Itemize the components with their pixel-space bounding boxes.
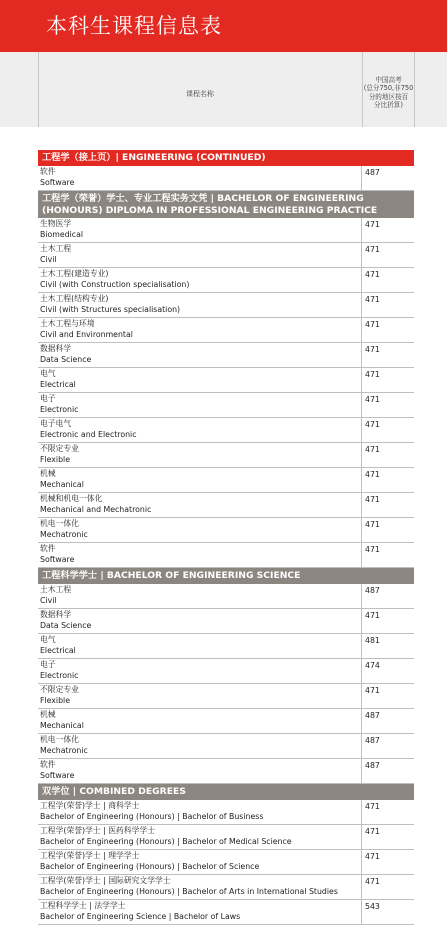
course-name-cell: [38, 543, 362, 567]
course-name-cell: [38, 800, 362, 824]
score-cell: 471: [365, 520, 380, 529]
course-name-en: Biomedical: [40, 229, 84, 239]
table-row: [38, 218, 414, 243]
course-name-en: Mechatronic: [40, 529, 88, 539]
score-column-header: 中国高考 (总分750,非750 分的地区按百 分比折算): [363, 76, 414, 110]
course-name-cn: 电子: [40, 394, 56, 403]
course-name-cn: 工程学(荣誉)学士 | 理学学士: [40, 851, 140, 860]
course-name-cn: 工程学(荣誉)学士 | 医药科学学士: [40, 826, 156, 835]
course-name-en: Flexible: [40, 454, 71, 464]
table-row: [38, 734, 414, 759]
course-name-cn: 软件: [40, 167, 56, 176]
course-name-cn: 生物医学: [40, 219, 72, 228]
course-name-cell: [38, 343, 362, 367]
score-cell: 474: [365, 661, 380, 670]
course-name-cell: [38, 850, 362, 874]
course-name-en: Electrical: [40, 645, 76, 655]
course-name-cell: [38, 759, 362, 783]
score-cell: 471: [365, 611, 380, 620]
course-name-cell: [38, 609, 362, 633]
course-name-cell: [38, 243, 362, 267]
table-row: [38, 393, 414, 418]
score-cell: 471: [365, 802, 380, 811]
course-name-cell: [38, 468, 362, 492]
course-name-en: Bachelor of Engineering (Honours) | Bachelor of Business: [40, 811, 264, 821]
score-cell: 487: [365, 761, 380, 770]
table-row: [38, 543, 414, 568]
table-row: [38, 684, 414, 709]
course-name-cn: 土木工程: [40, 585, 72, 594]
course-name-cn: 电气: [40, 635, 56, 644]
course-name-en: Electronic and Electronic: [40, 429, 137, 439]
table-row: [38, 875, 414, 900]
score-cell: 471: [365, 686, 380, 695]
course-name-cn: 土木工程与环境: [40, 319, 95, 328]
course-name-cell: [38, 166, 362, 190]
course-name-cell: [38, 634, 362, 658]
table-row: [38, 825, 414, 850]
course-name-en: Bachelor of Engineering (Honours) | Bachelor of Science: [40, 861, 260, 871]
score-cell: 471: [365, 370, 380, 379]
course-name-cn: 电气: [40, 369, 56, 378]
course-name-en: Data Science: [40, 620, 92, 630]
course-name-cn: 工程科学学士 | 法学学士: [40, 901, 126, 910]
course-name-cn: 工程学(荣誉)学士 | 商科学士: [40, 801, 140, 810]
table-row: [38, 318, 414, 343]
table-row: [38, 293, 414, 318]
score-cell: 471: [365, 470, 380, 479]
table-row: [38, 343, 414, 368]
course-name-cell: [38, 443, 362, 467]
section-header: 工程学（荣誉）学士、专业工程实务文凭 | BACHELOR OF ENGINEERING (HONOURS) DIPLOMA IN PROFESSIONAL ENGINEERING PRACTICE: [38, 191, 414, 218]
course-name-en: Bachelor of Engineering (Honours) | Bachelor of Arts in International Studies: [40, 886, 338, 896]
course-name-cn: 软件: [40, 544, 56, 553]
table-row: [38, 850, 414, 875]
header-divider: [414, 52, 415, 127]
table-row: [38, 468, 414, 493]
course-name-en: Civil: [40, 254, 57, 264]
table-row: [38, 166, 414, 191]
course-name-en: Software: [40, 177, 75, 187]
course-name-cn: 机电一体化: [40, 519, 79, 528]
course-name-en: Electronic: [40, 404, 79, 414]
course-name-en: Electrical: [40, 379, 76, 389]
course-name-cn: 土木工程(建造专业): [40, 269, 109, 278]
score-cell: 471: [365, 345, 380, 354]
table-row: [38, 900, 414, 925]
table-row: [38, 659, 414, 684]
table-header: [0, 52, 447, 127]
table-row: [38, 759, 414, 784]
section-header: 双学位 | COMBINED DEGREES: [38, 784, 414, 800]
score-cell: 471: [365, 395, 380, 404]
course-name-cell: [38, 709, 362, 733]
course-name-en: Software: [40, 770, 75, 780]
course-name-cell: [38, 268, 362, 292]
course-name-cell: [38, 318, 362, 342]
course-name-cn: 不限定专业: [40, 685, 79, 694]
course-name-en: Mechanical and Mechatronic: [40, 504, 152, 514]
table-row: [38, 634, 414, 659]
table-row: [38, 243, 414, 268]
score-cell: 471: [365, 852, 380, 861]
course-name-en: Civil and Environmental: [40, 329, 133, 339]
score-cell: 471: [365, 245, 380, 254]
course-name-en: Mechatronic: [40, 745, 88, 755]
course-name-en: Mechanical: [40, 479, 84, 489]
course-name-cn: 电子: [40, 660, 56, 669]
course-column-header: 课程名称: [186, 90, 214, 98]
table-row: [38, 609, 414, 634]
course-name-cn: 数据科学: [40, 344, 72, 353]
table-row: [38, 493, 414, 518]
table-row: [38, 518, 414, 543]
table-row: [38, 709, 414, 734]
score-cell: 481: [365, 636, 380, 645]
score-cell: 471: [365, 270, 380, 279]
score-cell: 471: [365, 295, 380, 304]
course-name-cell: [38, 659, 362, 683]
course-name-en: Civil: [40, 595, 57, 605]
score-cell: 471: [365, 877, 380, 886]
course-name-cn: 机械和机电一体化: [40, 494, 103, 503]
course-name-cn: 土木工程: [40, 244, 72, 253]
score-cell: 471: [365, 320, 380, 329]
course-name-cn: 机械: [40, 469, 56, 478]
course-name-cell: [38, 368, 362, 392]
title-banner: [0, 0, 447, 52]
score-cell: 471: [365, 220, 380, 229]
course-name-cell: [38, 875, 362, 899]
course-name-cn: 软件: [40, 760, 56, 769]
section-header: 工程学（接上页）| ENGINEERING (CONTINUED): [38, 150, 414, 166]
course-name-cell: [38, 218, 362, 242]
course-name-cell: [38, 393, 362, 417]
score-cell: 487: [365, 168, 380, 177]
table-row: [38, 418, 414, 443]
course-name-cell: [38, 825, 362, 849]
course-name-cell: [38, 418, 362, 442]
score-cell: 487: [365, 711, 380, 720]
course-name-en: Electronic: [40, 670, 79, 680]
score-cell: 471: [365, 827, 380, 836]
score-cell: 471: [365, 495, 380, 504]
course-name-cell: [38, 293, 362, 317]
table-row: [38, 800, 414, 825]
course-name-en: Software: [40, 554, 75, 564]
course-name-cn: 不限定专业: [40, 444, 79, 453]
course-name-en: Data Science: [40, 354, 92, 364]
course-name-en: Civil (with Construction specialisation): [40, 279, 190, 289]
course-name-cn: 数据科学: [40, 610, 72, 619]
course-name-en: Flexible: [40, 695, 71, 705]
section-header: 工程科学学士 | BACHELOR OF ENGINEERING SCIENCE: [38, 568, 414, 584]
course-name-cn: 工程学(荣誉)学士 | 国际研究文学学士: [40, 876, 171, 885]
course-name-cell: [38, 900, 362, 924]
course-name-cell: [38, 493, 362, 517]
course-name-en: Civil (with Structures specialisation): [40, 304, 181, 314]
score-cell: 487: [365, 736, 380, 745]
page-title: 本科生课程信息表: [46, 14, 222, 38]
course-name-en: Bachelor of Engineering (Honours) | Bachelor of Medical Science: [40, 836, 292, 846]
course-name-cn: 土木工程(结构专业): [40, 294, 109, 303]
course-table: [38, 150, 414, 925]
score-cell: 471: [365, 545, 380, 554]
course-name-en: Bachelor of Engineering Science | Bachelor of Laws: [40, 911, 241, 921]
course-name-cell: [38, 684, 362, 708]
course-name-en: Mechanical: [40, 720, 84, 730]
course-name-cell: [38, 518, 362, 542]
course-name-cn: 电子电气: [40, 419, 72, 428]
course-name-cell: [38, 584, 362, 608]
course-name-cn: 机械: [40, 710, 56, 719]
table-row: [38, 584, 414, 609]
table-row: [38, 443, 414, 468]
table-row: [38, 268, 414, 293]
course-name-cn: 机电一体化: [40, 735, 79, 744]
score-cell: 543: [365, 902, 380, 911]
score-cell: 487: [365, 586, 380, 595]
table-row: [38, 368, 414, 393]
score-cell: 471: [365, 445, 380, 454]
score-cell: 471: [365, 420, 380, 429]
course-name-cell: [38, 734, 362, 758]
